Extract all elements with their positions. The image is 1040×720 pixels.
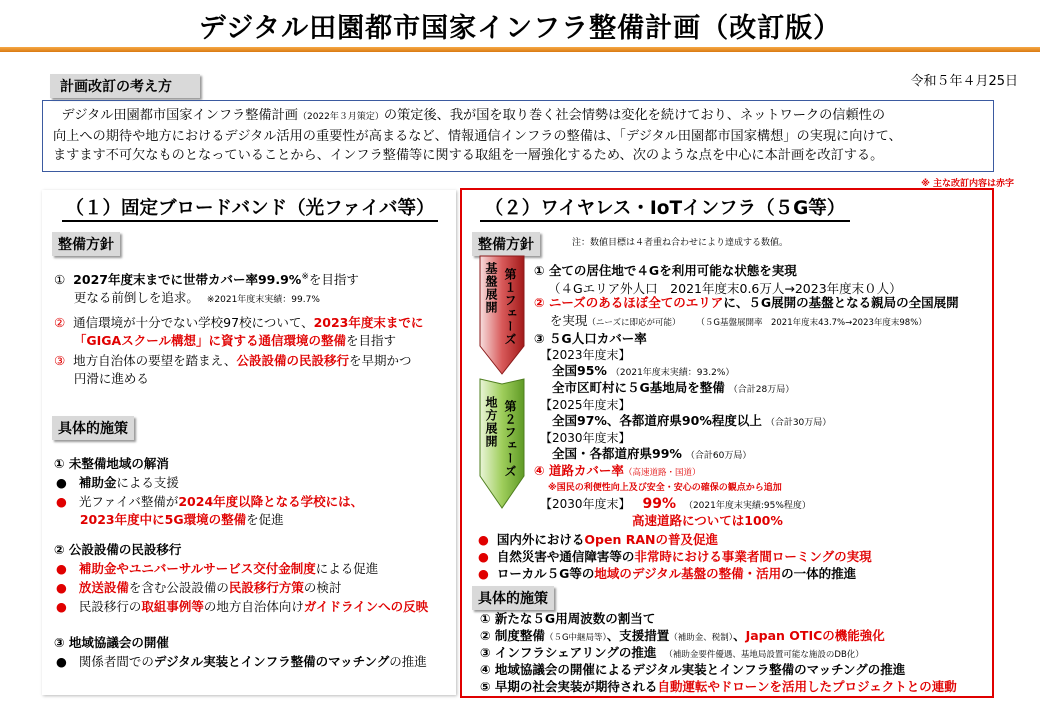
item-note: （補助金、税制）	[669, 633, 734, 643]
item-note: （合計30万局）	[765, 418, 832, 428]
item-text: 関係者間での	[78, 654, 154, 669]
item-text: デジタル実装とインフラ整備のマッチング	[153, 654, 390, 669]
page-title: デジタル田園都市国家インフラ整備計画（改訂版）	[198, 13, 842, 44]
item-text: 放送設備	[78, 580, 129, 595]
item-text: の一体的推進	[781, 566, 857, 581]
measure-2a: ● 補助金やユニバーサルサービス交付金制度による促進	[56, 561, 379, 576]
item-text: 更なる前倒しを追求。	[73, 290, 199, 306]
item-text: 2024年度以降となる学校には、	[178, 494, 364, 509]
road-coverage-note: ※国民の利便性向上及び安全・安心の確保の観点から追加	[548, 483, 782, 493]
highway-target: 高速道路については100%	[632, 513, 783, 528]
item-text: 国内外における	[496, 532, 585, 547]
concept-box	[42, 100, 994, 172]
item-text: 地方自治体の要望を踏まえ、	[73, 353, 237, 368]
policy-tag: 整備方針	[52, 232, 120, 256]
item-text: 2023年度中に5G環境の整備	[79, 512, 247, 527]
measure-heading-2: ② 公設設備の民設移行	[54, 542, 182, 557]
wireless-bullet-3: ● ローカル５G等の地域のデジタル基盤の整備・活用の一体的推進	[478, 566, 857, 581]
item-number: ①	[54, 272, 66, 288]
item-text: 全市区町村に５G基地局を整備	[552, 380, 725, 395]
measure-1b: ● 光ファイバ整備が2024年度以降となる学校には、 2023年度中に5G環境の整備を促進	[56, 494, 364, 527]
wireless-item-1: ① 全ての居住地で４Gを利用可能な状態を実現	[534, 263, 797, 278]
item-text: 全国97%、各都道府県90%程度以上	[552, 413, 762, 428]
phase1-label-a: 第１フェーズ	[503, 268, 517, 346]
item-note: （５G中継局等）	[544, 633, 607, 643]
item-text: 地域のデジタル基盤の整備・活用	[594, 566, 782, 581]
item-text: 通信環境が十分でない学校97校について、	[73, 315, 314, 330]
title-underline	[0, 47, 1040, 52]
item-text: 民設移行方策	[228, 580, 304, 595]
item-text: を促進	[246, 512, 284, 527]
concept-text: の策定後、我が国を取り巻く社会情勢は変化を続けており、ネットワークの信頼性の	[383, 108, 886, 123]
item-text: の検討	[303, 580, 342, 595]
wireless-measure-1: ① 新たな５G用周波数の割当て	[480, 611, 656, 626]
item-text: 公設設備の民設移行	[236, 353, 349, 368]
item-note: （2021年度末実績：93.2%）	[610, 368, 735, 378]
wireless-item-1-note: （４Gエリア外人口 2021年度末0.6万人→2023年度末０人）	[548, 281, 902, 296]
concept-heading: 計画改訂の考え方	[50, 74, 200, 98]
item-note: ※2021年度末実績：99.7%	[206, 295, 320, 306]
item-text: の地方自治体向け	[203, 599, 304, 614]
item-text: 補助金	[78, 475, 117, 490]
item-text: による促進	[315, 561, 379, 576]
phase2-label-b: 地方展開	[484, 396, 498, 448]
wireless-measure-4: ④ 地域協議会の開催によるデジタル実装とインフラ整備のマッチングの推進	[480, 662, 906, 677]
item-text: ⑤ 早期の社会実装が期待される	[480, 679, 658, 694]
item-text: ④ 道路カバー率	[534, 463, 624, 478]
measures-tag: 具体的施策	[52, 416, 134, 440]
measure-heading-3: ③ 地域協議会の開催	[54, 635, 169, 650]
item-text: 「GIGAスクール構想」に資する通信環境の整備	[73, 333, 346, 348]
item-text: 2027年度末までに世帯カバー率99.9%	[73, 272, 302, 288]
item-text: Japan OTICの機能強化	[745, 628, 885, 643]
wireless-bullet-2: ● 自然災害や通信障害等の非常時における事業者間ローミングの実現	[478, 549, 872, 564]
item-text: ローカル５G等の	[496, 566, 595, 581]
item-text: ② ニーズのあるほぼ全てのエリア	[534, 295, 724, 310]
concept-date-note: （2022年３月策定）	[297, 112, 384, 122]
item-text: 全国・各都道府県99%	[552, 446, 682, 461]
concept-line-2: 向上への期待や地方におけるデジタル活用の重要性が高まるなど、情報通信インフラの整備は、「デジタル田園都市国家構想」の実現に向けて、	[53, 129, 902, 144]
item-text: 補助金やユニバーサルサービス交付金制度	[78, 561, 316, 576]
item-text: に、５G展開の基盤となる	[723, 295, 872, 310]
item-text: による支援	[116, 475, 179, 490]
item-text: 民設移行の	[78, 599, 142, 614]
item-text: Open RANの普及促進	[584, 532, 718, 547]
year-2023: 【2023年度末】	[540, 348, 631, 362]
item-text: ② 制度整備	[480, 628, 545, 643]
item-text: ガイドラインへの反映	[303, 599, 429, 614]
item-text: 取組事例等	[141, 599, 204, 614]
measure-heading-1: ① 未整備地域の解消	[54, 456, 169, 471]
phase2-label-a: 第２フェーズ	[503, 400, 517, 478]
item-text: 全国95%	[552, 363, 607, 378]
item-text: の推進	[389, 654, 427, 669]
item-number: ③	[54, 353, 66, 368]
item-text: を含む公設設備の	[128, 580, 229, 595]
policy-note: 注：数値目標は４者重ね合わせにより達成する数値。	[572, 238, 789, 248]
policy-item-2	[54, 314, 423, 350]
item-note: （補助金要件優遇、基地局設置可能な施設のDB化）	[664, 650, 864, 660]
wireless-measure-5	[480, 678, 957, 696]
item-text: 、支援措置	[606, 628, 670, 643]
item-text: を目指す	[345, 333, 396, 348]
concept-text: デジタル田園都市国家インフラ整備計画	[61, 108, 298, 123]
item-text: 親局の全国展開	[871, 295, 959, 310]
item-text: 自動運転やドローンを活用したプロジェクトとの連動	[657, 679, 957, 694]
wireless-bullet-1: ● 国内外におけるOpen RANの普及促進	[478, 532, 718, 547]
red-text-note: ※ 主な改訂内容は赤字	[921, 179, 1014, 189]
measure-1a: ● 補助金による支援	[56, 475, 179, 490]
measure-3a: ● 関係者間でのデジタル実装とインフラ整備のマッチングの推進	[56, 654, 427, 669]
item-text: 円滑に進める	[73, 371, 149, 386]
item-text: 【2030年度末】	[540, 497, 631, 511]
item-text: 2023年度末までに	[313, 315, 424, 330]
policy-tag: 整備方針	[472, 232, 540, 256]
item-text: 99%	[642, 496, 676, 512]
item-text: 非常時における事業者間ローミングの実現	[634, 549, 872, 564]
concept-line-3: ますます不可欠なものとなっていることから、インフラ整備等に関する取組を一層強化するため、次のような点を中心に本計画を改訂する。	[53, 148, 884, 163]
wireless-item-2	[534, 294, 959, 332]
item-text: （高速道路・国道）	[623, 468, 701, 478]
item-text: 光ファイバ整備が	[78, 494, 179, 509]
item-note: （合計60万局）	[685, 451, 752, 461]
year-2025: 【2025年度末】	[540, 398, 631, 412]
policy-item-3	[54, 352, 411, 388]
date: 令和５年４月25日	[910, 74, 1018, 89]
panel-title: （２）ワイヤレス・IoTインフラ（５G等）	[480, 194, 850, 222]
item-note: （2021年度末実績:95%程度）	[683, 501, 811, 511]
item-note: （ニーズに即応が可能）	[587, 318, 681, 328]
phase1-label-b: 基盤展開	[484, 262, 498, 314]
concept-line-1	[53, 106, 983, 127]
measure-2c: ● 民設移行の取組事例等の地方自治体向けガイドラインへの反映	[56, 599, 429, 614]
year-2030: 【2030年度末】	[540, 431, 631, 445]
item-text: ※	[301, 272, 309, 282]
item-text: を実現	[549, 313, 588, 328]
item-text: 自然災害や通信障害等の	[496, 549, 635, 564]
item-note: （合計28万局）	[728, 385, 795, 395]
item-text: 、	[733, 628, 746, 643]
item-number: ②	[54, 315, 66, 330]
item-text: を早期かつ	[348, 353, 412, 368]
item-text: ③ インフラシェアリングの推進	[480, 645, 657, 660]
policy-item-1	[54, 268, 359, 309]
item-text: を目指す	[308, 272, 359, 288]
wireless-item-3: ③ ５G人口カバー率	[534, 331, 647, 346]
item-note: （５G基盤展開率 2021年度末43.7%→2023年度末98%）	[696, 318, 927, 328]
measures-tag: 具体的施策	[472, 586, 554, 610]
measure-2b: ● 放送設備を含む公設設備の民設移行方策の検討	[56, 580, 342, 595]
fixed-broadband-panel	[42, 190, 456, 695]
panel-title: （１）固定ブロードバンド（光ファイバ等）	[62, 194, 438, 222]
